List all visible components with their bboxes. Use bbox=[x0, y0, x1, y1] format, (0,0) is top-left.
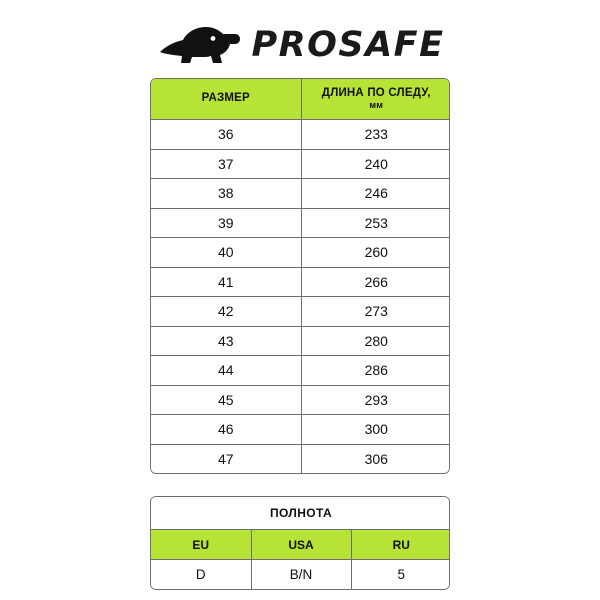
table-row bbox=[151, 120, 450, 150]
width-table-wrap bbox=[150, 496, 450, 590]
width-table-body bbox=[151, 497, 450, 589]
table-row bbox=[151, 326, 450, 356]
width-table-title-row bbox=[151, 497, 450, 530]
cell-length: 253 bbox=[301, 208, 450, 238]
table-row bbox=[151, 385, 450, 415]
table-row bbox=[151, 444, 450, 473]
table-row bbox=[151, 267, 450, 297]
cell-ru-value: 5 bbox=[351, 560, 450, 590]
width-table-box bbox=[150, 496, 450, 590]
size-table bbox=[151, 79, 450, 473]
cell-length: 306 bbox=[301, 444, 450, 473]
table-row bbox=[151, 415, 450, 445]
cell-size: 41 bbox=[151, 267, 301, 297]
cell-size: 37 bbox=[151, 149, 301, 179]
cell-length: 286 bbox=[301, 356, 450, 386]
cell-length: 240 bbox=[301, 149, 450, 179]
cell-size: 36 bbox=[151, 120, 301, 150]
table-row bbox=[151, 560, 450, 590]
column-header-size: РАЗМЕР bbox=[151, 79, 301, 120]
width-table bbox=[151, 497, 450, 589]
cell-eu-value: D bbox=[151, 560, 251, 590]
table-row bbox=[151, 297, 450, 327]
cell-size: 44 bbox=[151, 356, 301, 386]
cell-length: 233 bbox=[301, 120, 450, 150]
width-table-title: ПОЛНОТА bbox=[151, 497, 450, 530]
cell-length: 246 bbox=[301, 179, 450, 209]
size-table-header-row bbox=[151, 79, 450, 120]
width-table-header-row bbox=[151, 530, 450, 560]
cell-length: 293 bbox=[301, 385, 450, 415]
column-header-ru: RU bbox=[351, 530, 450, 560]
brand-header bbox=[0, 0, 600, 78]
table-spacer bbox=[0, 474, 600, 496]
table-row bbox=[151, 208, 450, 238]
cell-usa-value: B/N bbox=[251, 560, 351, 590]
cell-length: 273 bbox=[301, 297, 450, 327]
size-table-wrap bbox=[150, 78, 450, 474]
table-row bbox=[151, 149, 450, 179]
column-header-eu: EU bbox=[151, 530, 251, 560]
column-header-length-label: ДЛИНА ПО СЛЕДУ, bbox=[321, 87, 431, 100]
cell-size: 42 bbox=[151, 297, 301, 327]
cell-size: 43 bbox=[151, 326, 301, 356]
column-header-length bbox=[301, 79, 450, 120]
cell-size: 39 bbox=[151, 208, 301, 238]
cell-length: 260 bbox=[301, 238, 450, 268]
size-table-box bbox=[150, 78, 450, 474]
column-header-usa: USA bbox=[251, 530, 351, 560]
rhino-icon bbox=[156, 22, 242, 68]
cell-size: 40 bbox=[151, 238, 301, 268]
brand-name: PROSAFE bbox=[251, 24, 445, 65]
cell-size: 47 bbox=[151, 444, 301, 473]
column-header-length-unit: мм bbox=[369, 100, 384, 111]
table-row bbox=[151, 238, 450, 268]
cell-size: 38 bbox=[151, 179, 301, 209]
cell-length: 266 bbox=[301, 267, 450, 297]
size-table-body bbox=[151, 120, 450, 474]
cell-length: 280 bbox=[301, 326, 450, 356]
size-table-head bbox=[151, 79, 450, 120]
table-row bbox=[151, 356, 450, 386]
cell-size: 45 bbox=[151, 385, 301, 415]
table-row bbox=[151, 179, 450, 209]
cell-length: 300 bbox=[301, 415, 450, 445]
cell-size: 46 bbox=[151, 415, 301, 445]
